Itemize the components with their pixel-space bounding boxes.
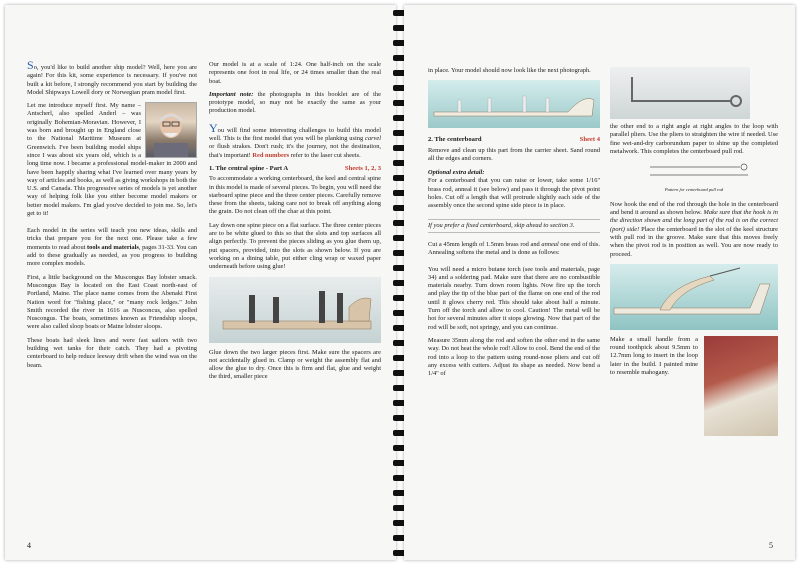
author-photo bbox=[145, 102, 197, 158]
left-column-2 bbox=[209, 61, 381, 387]
optional-detail-paragraph: Optional extra detail: For a centerboard that you can raise or lower, take some 1/16" brass rod, anneal it (see below) and pass it through the pivot point holes. Cut off a length that will protrude slightly each side of the assembly once the second spine side piece is in place. bbox=[428, 169, 600, 210]
section-1-heading: 1. The central spine - Part A Sheets 1, 2, 3 bbox=[209, 164, 381, 172]
left-column-1 bbox=[27, 58, 197, 375]
place-paragraph: in place. Your model should now look like the next photograph. bbox=[428, 67, 591, 74]
drop-cap-s: S bbox=[27, 58, 34, 72]
challenges-paragraph: You will find some interesting challenges to build this model well. This is the first model that you will be planking using carvel or flush strakes. Don't rush; it's the journey, not the destination, that's important! Red numbers refer to the laser cut sheets. bbox=[209, 120, 381, 159]
spine-assembly-image bbox=[209, 277, 381, 343]
sheet-reference-4: Sheet 4 bbox=[579, 136, 600, 144]
centerboard-photo bbox=[610, 264, 778, 330]
hook-paragraph: Now hook the end of the rod through the hole in the centerboard and bend it around as shown below. Make sure that the hook is in the direction shown and the long part of the rod is on the correct (port) side! Place the centerboard in the slot of the keel structure with pull rod in the groove. Make sure that this moves freely when the pivot rod is in position as well. You are now ready to proceed. bbox=[610, 200, 778, 258]
page-number-right: 5 bbox=[769, 541, 773, 550]
page-number-left: 4 bbox=[27, 541, 31, 550]
spine-photo bbox=[209, 277, 381, 343]
author-portrait-icon bbox=[146, 103, 196, 157]
pull-rod-image bbox=[610, 67, 750, 119]
pattern-rod-icon bbox=[610, 161, 778, 183]
right-column-2 bbox=[610, 67, 778, 436]
handle-paragraph: Make a small handle from a round toothpick about 9.5mm to 12.7mm long to insert in the loop later in the build. I painted mine to resemble mahogany. bbox=[610, 335, 698, 377]
tools-paragraph: Each model in the series will teach you new ideas, skills and tricks that prepare you for the next one. Please take a few moments to read about tools and materials, pages 31-33. You can add to these gradually as needed, as you progress to building more complex models. bbox=[27, 227, 197, 268]
drop-cap-y: Y bbox=[209, 120, 218, 135]
author-intro-paragraph: Let me introduce myself first. My name – Antscherl, also spelled Anderl – was originally Bohemian-Moravian. However, I was born and brought up in England close to the National Maritime Museum at Greenwich. I've been building model ships since I was about six years old, which is a long time now. I became a professional model-maker in 2000 and have been happily sharing what I've learned over many years by way of articles and books, as well as giving workshops in both the U.S. and Canada. This progressive series of models is yet another way of helping folk like you either become model makers or better model makers. I'm glad you've decided to join me. So, let's get to it! bbox=[27, 102, 197, 218]
pattern-caption: Pattern for centerboard pull rod bbox=[664, 187, 724, 193]
centerboard-image bbox=[610, 264, 778, 330]
pull-rod-paragraph: the other end to a right angle at right angles to the loop with parallel pliers. Use the pliers to straighten the wire if needed. Use fine wet-and-dry carborundum paper to shine up the completed metalwork. This completes the centerboard pull rod. bbox=[610, 123, 778, 155]
spine-glue-paragraph: Lay down one spine piece on a flat surface. The three center pieces are to be white glued to this so that the slots and top surfaces all align perfectly. To prevent the pieces sliding as you glue them up, put spacers, provided, into the slots as shown below. If you are working on a dining table, put either cling wrap or waxed paper underneath before using glue! bbox=[209, 221, 381, 271]
important-note: Important note: the photographs in this booklet are of the prototype model, so may not be exactly the same as your production model. bbox=[209, 90, 381, 115]
pattern-figure bbox=[610, 161, 778, 195]
sheet-reference: Sheets 1, 2, 3 bbox=[344, 164, 381, 172]
handle-section bbox=[610, 336, 778, 436]
right-page bbox=[404, 5, 795, 560]
background-paragraph: First, a little background on the Muscongus Bay lobster smack. Muscongus Bay is located on the East Coast north-east of Portland, Maine. The place name comes from the Abenaki First Nation word for "fishing place," or "many rock ledges." John Smith recorded the river in 1616 as Nusconcus, also spelled Nuscongus. The boats, sometimes known as Friendship sloops, were also called sloop boats or Maine lobster sloops. bbox=[27, 273, 197, 331]
section-2-heading: 2. The centerboard Sheet 4 bbox=[428, 136, 600, 144]
spine-paragraph: To accommodate a working centerboard, the keel and central spine in this model is made of several pieces. To begin, you will need the starboard spine piece and the three center pieces. Carefully remove these from the sheets, taking care not to break off anything along the grain. Do not clean off the char at this point. bbox=[209, 175, 381, 216]
spine-result-photo bbox=[428, 80, 600, 128]
annealing-paragraph: You will need a micro butane torch (see tools and materials, page 34) and a soldering pad. Make sure that there are no combustible materials nearby. Turn down room lights. Now fire up the torch and play the tip of the blue part of the flame on one end of the rod until it glows cherry red. This should take about half a minute. Turn off the torch and allow to cool. Caution! The metal will be hot for several minutes after it stops glowing. Now that part of the rod will be soft, not springy, and you can continue. bbox=[428, 265, 600, 331]
handle-photo bbox=[704, 336, 778, 436]
right-column-1 bbox=[428, 67, 600, 383]
left-page bbox=[5, 5, 396, 560]
fixed-centerboard-note: If you prefer a fixed centerboard, skip ahead to section 3. bbox=[428, 219, 600, 233]
bend-paragraph: Measure 35mm along the rod and soften the other end in the same way. Do not heat the whole rod! Allow to cool. Bend the end of the rod into a loop to the pattern using round-nose pliers and cut off any excess with cutters. Adjust its shape as needed. Now bend a 1/4" of bbox=[428, 336, 600, 378]
rod-paragraph: Cut a 45mm length of 1.5mm brass rod and anneal one end of this. Annealing softens the metal and is done as follows: bbox=[428, 240, 600, 257]
centerboard-paragraph: Remove and clean up this part from the carrier sheet. Sand round all the edges and corners. bbox=[428, 146, 600, 162]
pull-rod-photo bbox=[610, 67, 750, 119]
spine-result-image bbox=[428, 80, 600, 128]
intro-paragraph: So, you'd like to build another ship model? Well, here you are again! For this kit, some experience is necessary. If you've not built a kit before, I strongly recommend you start by building the Model Shipways Lowell dory or Norwegian pram model first. bbox=[27, 58, 197, 96]
glue-paragraph: Glue down the two larger pieces first. Make sure the spacers are not accidentally glued in. Clamp or weight the assembly flat and allow the glue to dry. Once this is firm and flat, glue and weight the third, smaller piece bbox=[209, 348, 381, 381]
scale-paragraph: Our model is at a scale of 1:24. One half-inch on the scale represents one foot in real life, or 24 times smaller than the real boat. bbox=[209, 61, 381, 85]
boats-paragraph: These boats had sleek lines and were fast sailors with two building wet tanks for their catch. They had a pivoting centerboard to help reduce leeway drift when the wind was on the beam. bbox=[27, 336, 197, 369]
